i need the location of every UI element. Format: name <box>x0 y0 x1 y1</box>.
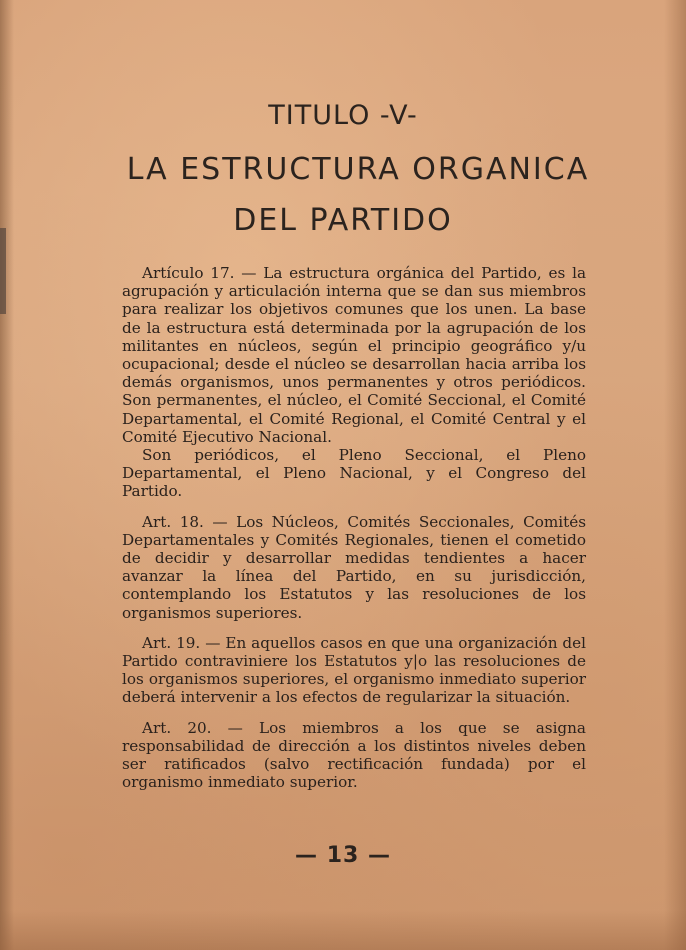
article-20-paragraph: Art. 20. — Los miembros a los que se asigna responsabilidad de dirección a los distintos niveles deben ser ratificados (salvo rectificación fundada) por el organismo inmediato superior. <box>122 718 586 792</box>
article-19-paragraph: Art. 19. — En aquellos casos en que una organización del Partido contraviniere los Estatutos y|o las resoluciones de los organismos superiores, el organismo inmediato superior deberá intervenir a los efectos de regularizar la situación. <box>122 633 586 707</box>
chapter-title-line-1: LA ESTRUCTURA ORGANICA <box>126 152 590 187</box>
page-edge-shadow-right <box>664 0 686 950</box>
page-edge-shadow-bottom <box>0 910 686 950</box>
chapter-title-line-2: DEL PARTIDO <box>233 203 453 238</box>
page-edge-shadow-left <box>0 0 14 950</box>
article-17-paragraph: Artículo 17. — La estructura orgánica del Partido, es la agrupación y articulación interna que se dan sus miembros para realizar los objetivos comunes que los unen. La base de la estructura está determinada por la agrupación de los militantes en núcleos, según el principio geográfico y/u ocupacional; desde el núcleo se desarrollan hacia arriba los demás organismos, unos permanentes y otros periódicos. Son permanentes, el núcleo, el Comité Seccional, el Comité Departamental, el Comité Regional, el Comité Central y el Comité Ejecutivo Nacional. <box>122 264 586 446</box>
section-heading: TITULO -V- <box>268 100 418 131</box>
article-18-paragraph: Art. 18. — Los Núcleos, Comités Seccionales, Comités Departamentales y Comités Regionales, tienen el cometido de decidir y desarrollar medidas tendientes a hacer avanzar la línea del Partido, en su jurisdicción, contemplando los Estatutos y las resoluciones de los organismos superiores. <box>122 512 586 622</box>
body-text <box>122 264 586 791</box>
page-number: — 13 — <box>295 843 391 868</box>
binding-tape-mark <box>0 228 6 314</box>
article-17-continuation: Son periódicos, el Pleno Seccional, el Pleno Departamental, el Pleno Nacional, y el Congreso del Partido. <box>122 446 586 501</box>
